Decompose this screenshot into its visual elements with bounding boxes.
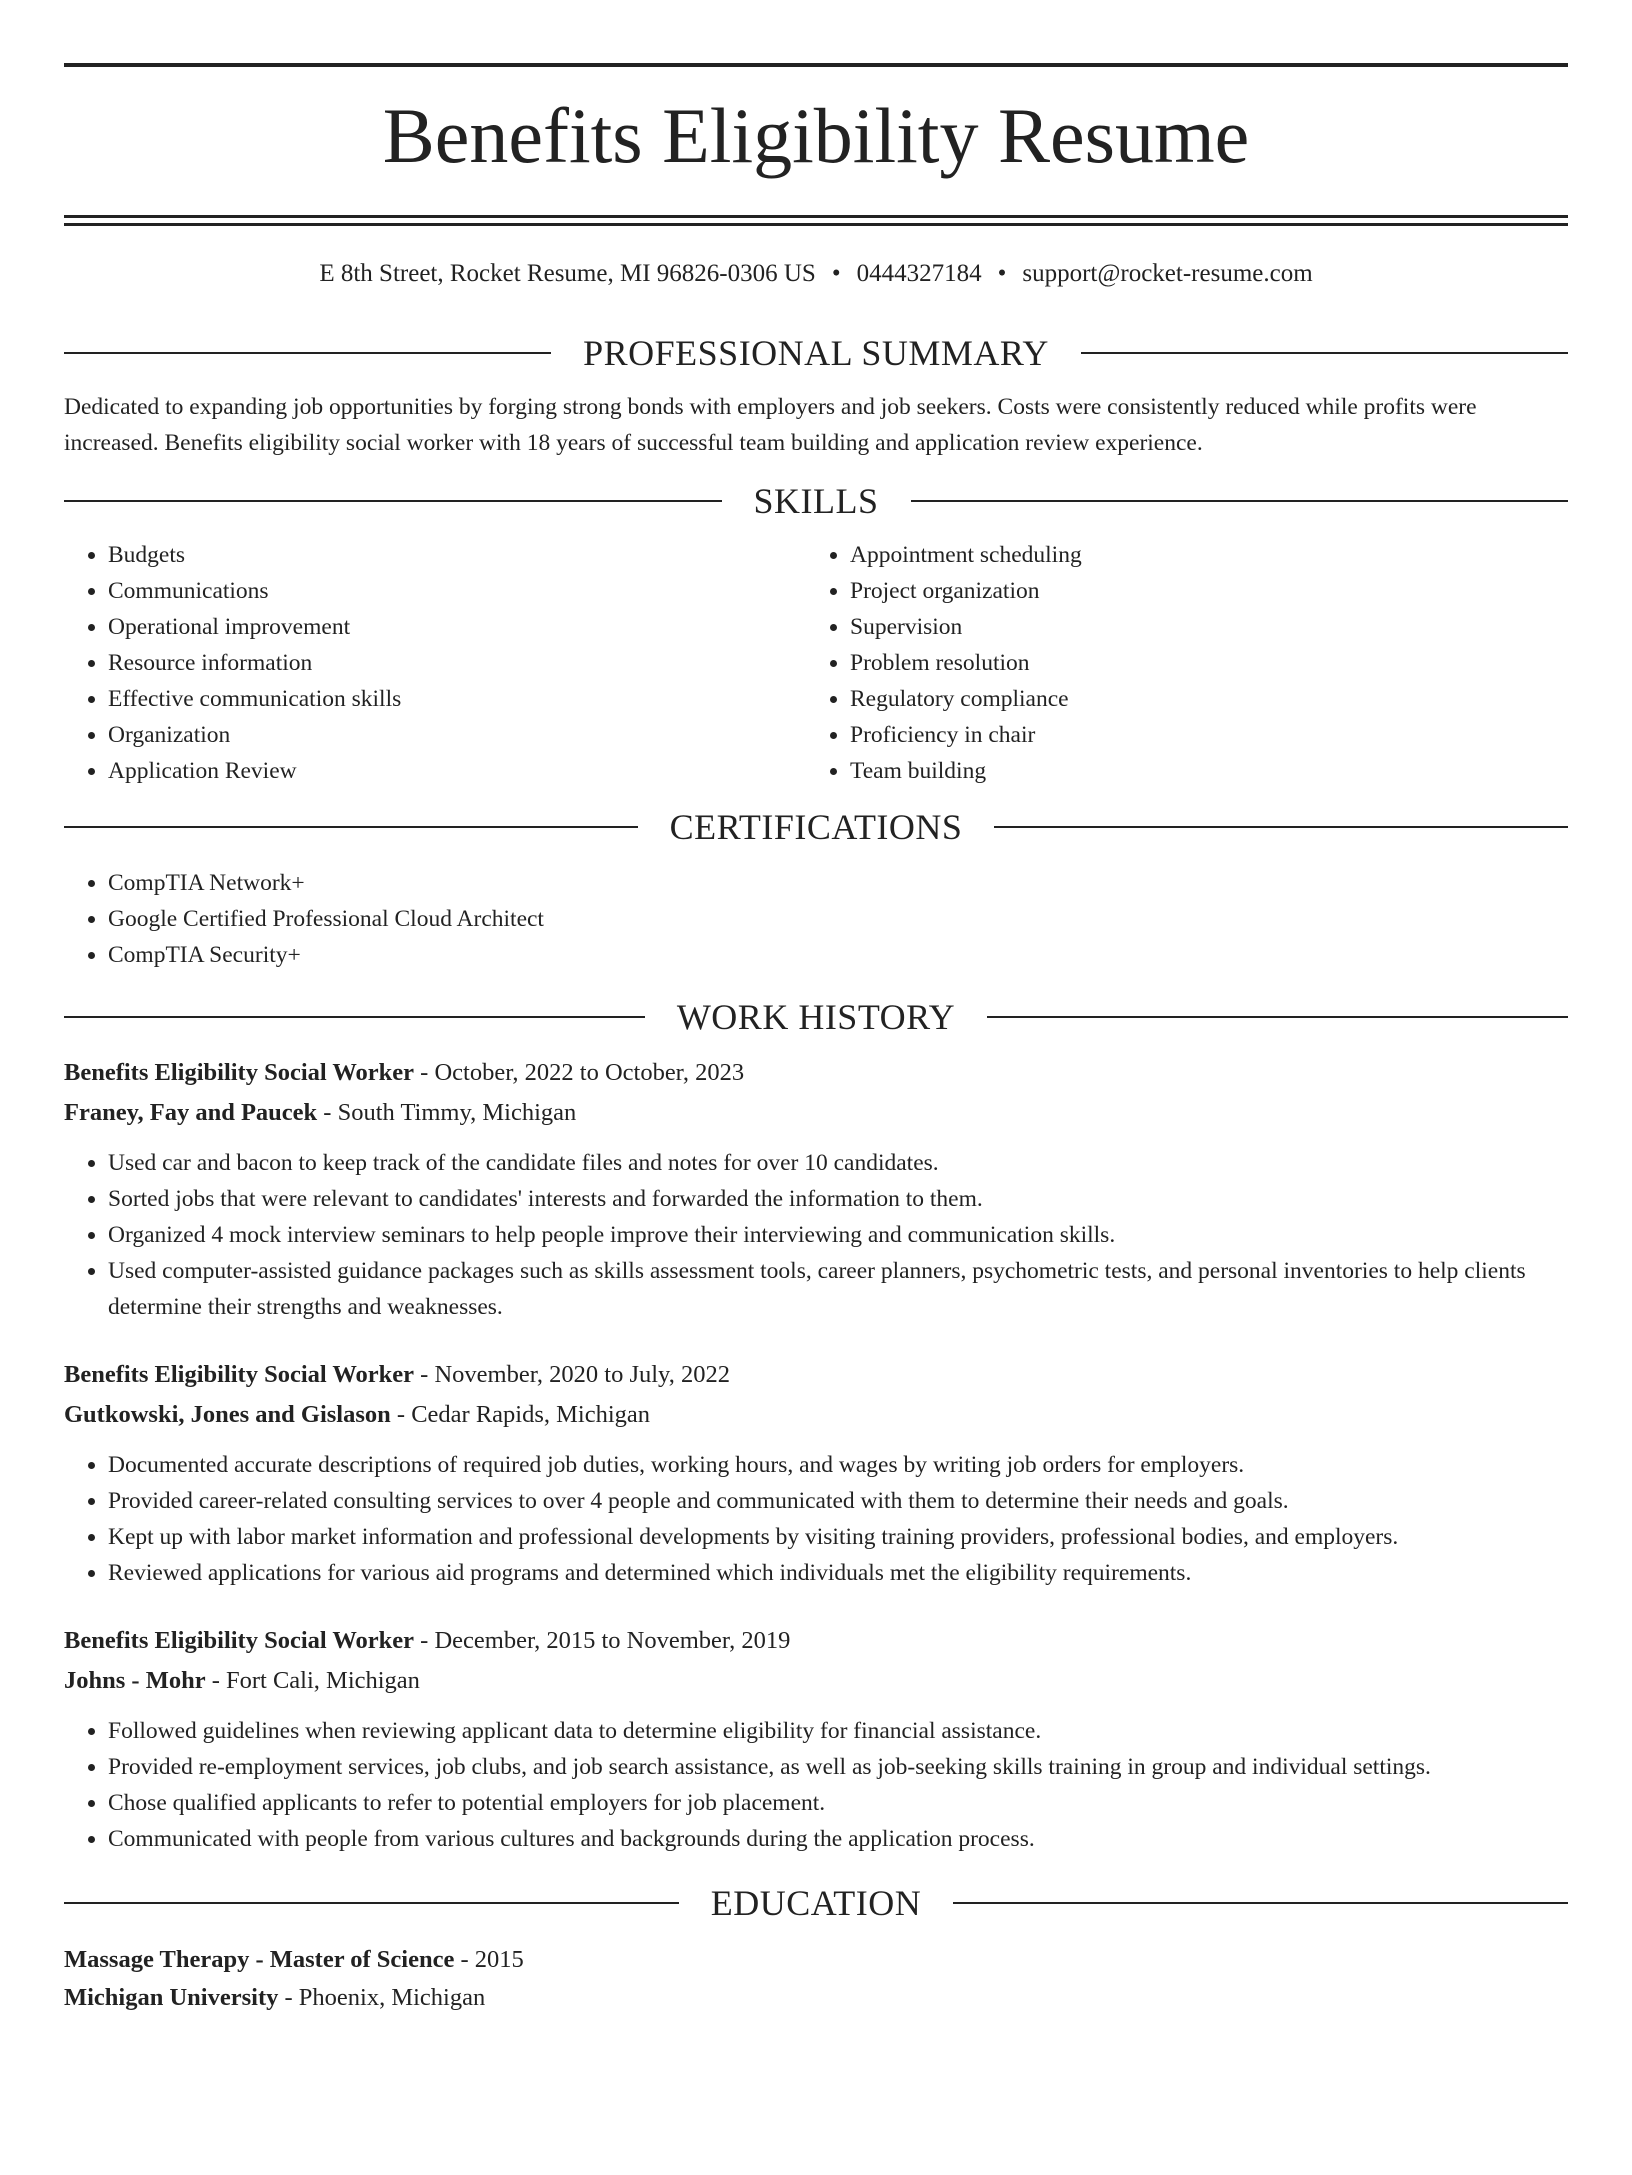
company-line [64, 1661, 1568, 1701]
degree-name: Massage Therapy - Master of Science [64, 1946, 455, 1973]
degree-year: - 2015 [454, 1946, 524, 1973]
divider-line [987, 1016, 1568, 1018]
certification-item: • CompTIA Security+ [108, 937, 1568, 973]
job-dates: - November, 2020 to July, 2022 [414, 1361, 730, 1388]
summary-heading [64, 331, 1568, 375]
summary-text: Dedicated to expanding job opportunities by forging strong bonds with employers and job seekers. Costs were consistently reduced while profits were increased. Benefits eligibility social worker with 18 years of successful team building and application review experience. [64, 394, 1477, 456]
job-title: Benefits Eligibility Social Worker [64, 1361, 415, 1388]
divider-line [994, 826, 1568, 828]
job-bullet: • Sorted jobs that were relevant to candidates' interests and forwarded the information to them. [108, 1181, 1568, 1217]
certifications-heading [64, 805, 1568, 849]
job-bullet: • Used car and bacon to keep track of the candidate files and notes for over 10 candidates. [108, 1145, 1568, 1181]
job-bullet: • Provided career-related consulting services to over 4 people and communicated with them to determine their needs and goals. [108, 1483, 1568, 1519]
divider-line [64, 1902, 679, 1904]
company-name: Gutkowski, Jones and Gislason [64, 1401, 391, 1428]
job-title: Benefits Eligibility Social Worker [64, 1059, 415, 1086]
job-bullets [64, 1447, 1568, 1591]
certification-item: • Google Certified Professional Cloud Architect [108, 901, 1568, 937]
section-title: EDUCATION [710, 1883, 922, 1923]
divider-line [64, 500, 722, 502]
skill-item: • Regulatory compliance [850, 681, 1548, 717]
resume-page [0, 63, 1632, 2175]
job-entry [64, 1355, 1568, 1591]
skills-list-right [806, 537, 1548, 789]
job-bullet: • Provided re-employment services, job clubs, and job search assistance, as well as job-seeking skills training in group and individual settings. [108, 1749, 1568, 1785]
resume-title: Benefits Eligibility Resume [382, 92, 1250, 179]
job-entry [64, 1621, 1568, 1857]
divider-line [64, 1016, 645, 1018]
divider-line [953, 1902, 1568, 1904]
section-title: SKILLS [753, 481, 879, 521]
education-entry [64, 1941, 1568, 2017]
job-bullet: • Followed guidelines when reviewing applicant data to determine eligibility for financial assistance. [108, 1713, 1568, 1749]
company-location: - Cedar Rapids, Michigan [390, 1401, 651, 1428]
degree-line [64, 1941, 1568, 1979]
company-name: Johns - Mohr [64, 1667, 206, 1694]
job-bullet: • Communicated with people from various cultures and backgrounds during the application process. [108, 1821, 1568, 1857]
skills-list-left [64, 537, 806, 789]
skill-item: • Budgets [108, 537, 806, 573]
divider-line [64, 352, 551, 354]
section-title: CERTIFICATIONS [669, 807, 963, 847]
top-rule [64, 63, 1568, 67]
work-history-heading [64, 995, 1568, 1039]
job-title-line [64, 1355, 1568, 1395]
section-title: WORK HISTORY [676, 997, 956, 1037]
divider-line [64, 826, 638, 828]
skill-item: • Supervision [850, 609, 1548, 645]
job-entry [64, 1053, 1568, 1325]
skill-item: • Operational improvement [108, 609, 806, 645]
job-title: Benefits Eligibility Social Worker [64, 1627, 415, 1654]
section-title: PROFESSIONAL SUMMARY [583, 333, 1049, 373]
company-location: - South Timmy, Michigan [317, 1099, 577, 1126]
certifications-list [64, 865, 1568, 973]
company-name: Franey, Fay and Paucek [64, 1099, 318, 1126]
skill-item: • Team building [850, 753, 1548, 789]
skill-item: • Application Review [108, 753, 806, 789]
company-line [64, 1395, 1568, 1435]
job-bullet: • Kept up with labor market information and professional developments by visiting training providers, professional bodies, and employers. [108, 1519, 1568, 1555]
divider-line [911, 500, 1569, 502]
contact-line [64, 257, 1568, 291]
phone: 0444327184 [856, 260, 982, 287]
email: support@rocket-resume.com [1022, 260, 1313, 287]
job-bullet: • Used computer-assisted guidance packages such as skills assessment tools, career planners, psychometric tests, and personal inventories to help clients determine their strengths and weaknesses. [108, 1253, 1568, 1325]
skill-item: • Effective communication skills [108, 681, 806, 717]
company-location: - Fort Cali, Michigan [205, 1667, 420, 1694]
education-heading [64, 1881, 1568, 1925]
skill-item: • Problem resolution [850, 645, 1548, 681]
job-bullets [64, 1713, 1568, 1857]
job-bullet: • Chose qualified applicants to refer to potential employers for job placement. [108, 1785, 1568, 1821]
divider-line [1081, 352, 1568, 354]
skill-item: • Resource information [108, 645, 806, 681]
double-rule [64, 215, 1568, 226]
job-bullet: • Documented accurate descriptions of required job duties, working hours, and wages by writing job orders for employers. [108, 1447, 1568, 1483]
job-bullets [64, 1145, 1568, 1325]
skill-item: • Organization [108, 717, 806, 753]
job-dates: - October, 2022 to October, 2023 [414, 1059, 745, 1086]
skill-item: • Proficiency in chair [850, 717, 1548, 753]
skill-item: • Project organization [850, 573, 1548, 609]
school-line [64, 1979, 1568, 2017]
job-title-line [64, 1621, 1568, 1661]
job-dates: - December, 2015 to November, 2019 [414, 1627, 791, 1654]
company-line [64, 1093, 1568, 1133]
certification-item: • CompTIA Network+ [108, 865, 1568, 901]
skills-heading [64, 479, 1568, 523]
skill-item: • Appointment scheduling [850, 537, 1548, 573]
separator-dot: • [997, 260, 1007, 287]
job-bullet: • Reviewed applications for various aid programs and determined which individuals met the eligibility requirements. [108, 1555, 1568, 1591]
skills-grid [64, 537, 1568, 789]
address: E 8th Street, Rocket Resume, MI 96826-0306 US [319, 260, 816, 287]
skill-item: • Communications [108, 573, 806, 609]
school-name: Michigan University [64, 1984, 279, 2011]
job-title-line [64, 1053, 1568, 1093]
school-location: - Phoenix, Michigan [278, 1984, 486, 2011]
separator-dot: • [831, 260, 841, 287]
job-bullet: • Organized 4 mock interview seminars to help people improve their interviewing and communication skills. [108, 1217, 1568, 1253]
